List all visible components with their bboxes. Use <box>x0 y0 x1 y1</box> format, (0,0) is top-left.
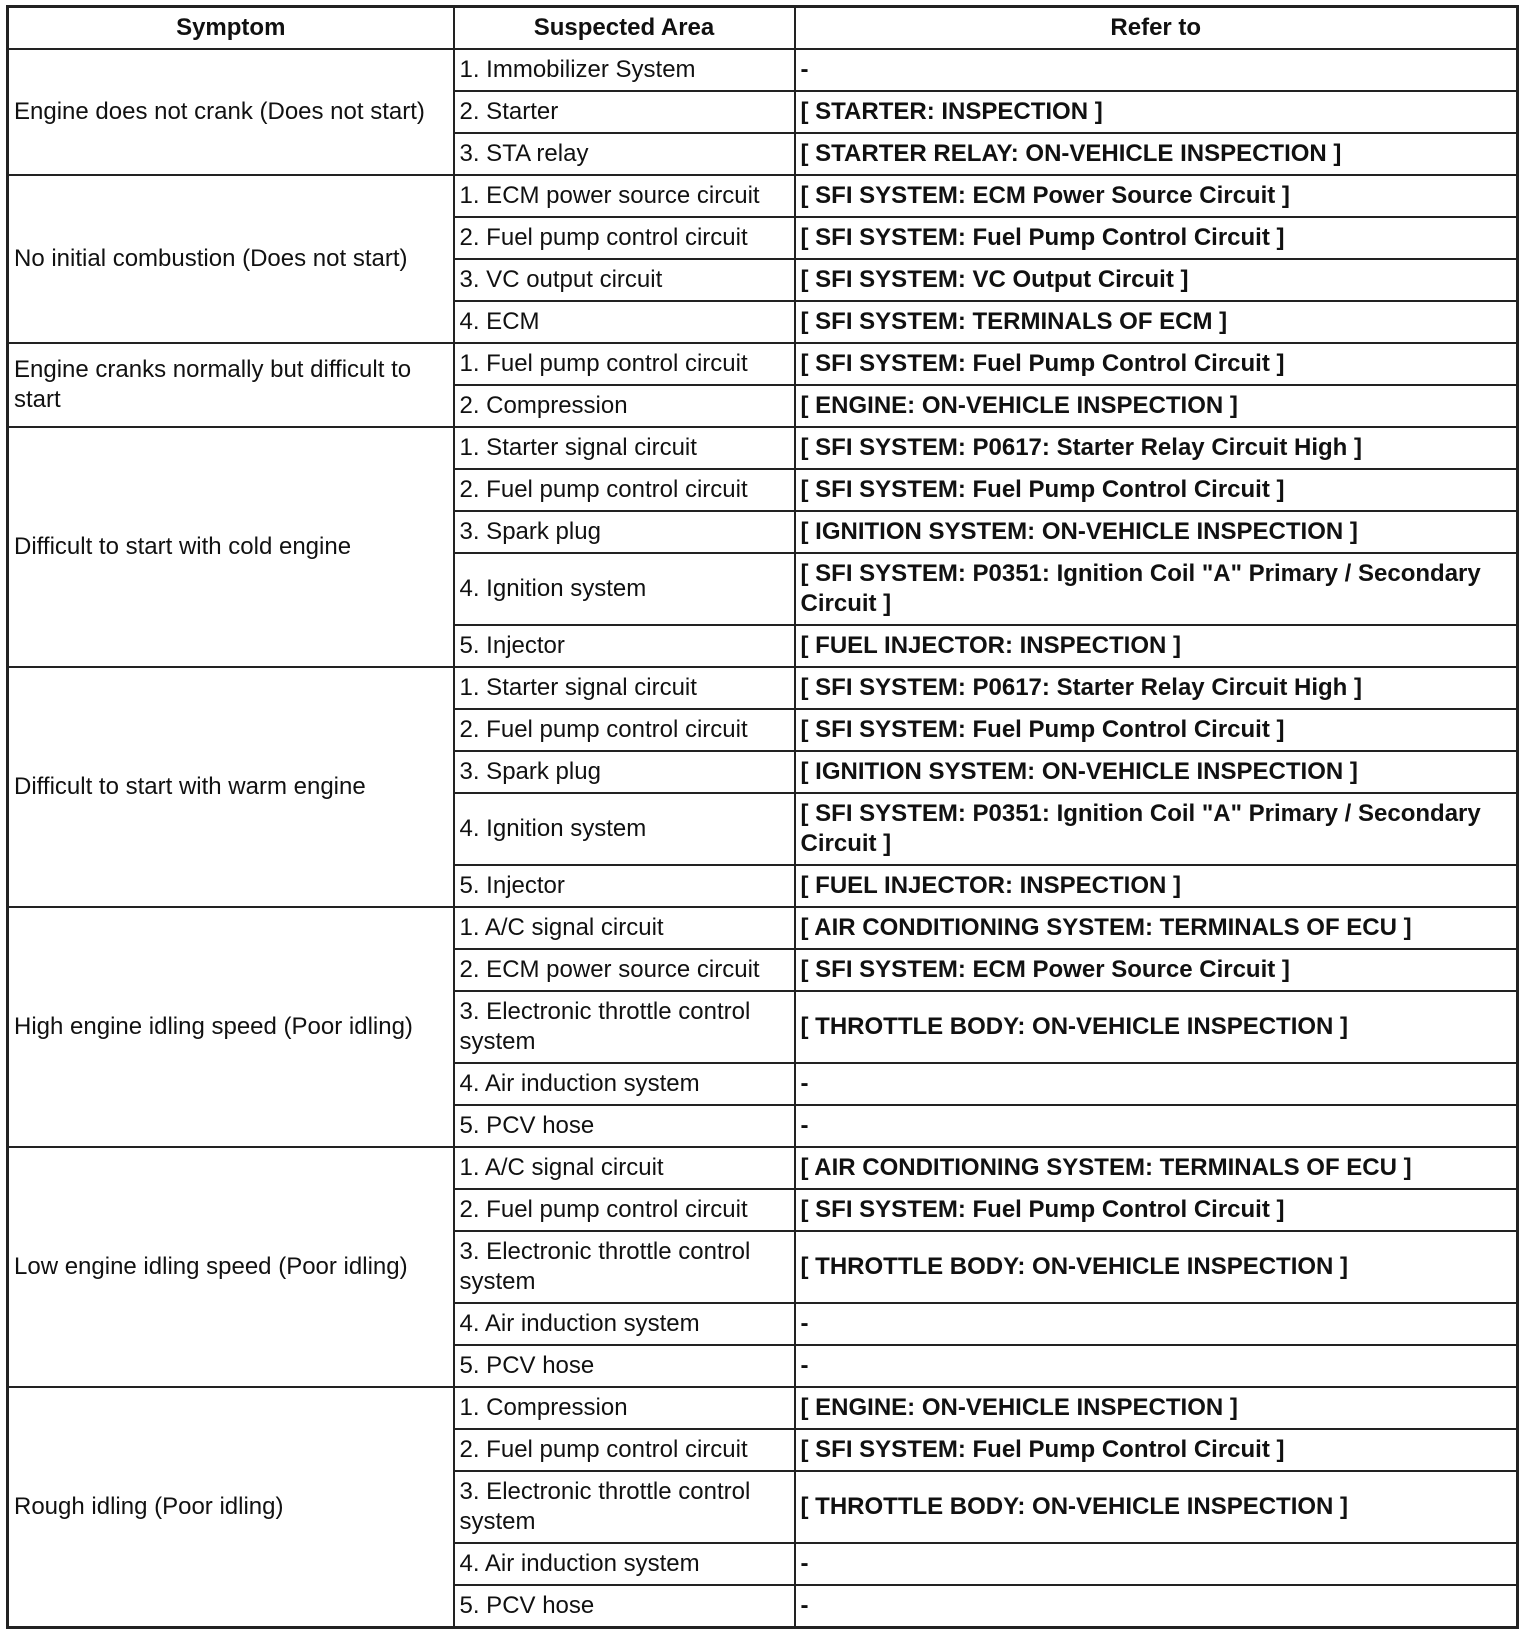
suspected-area-cell: 1. A/C signal circuit <box>454 1147 795 1189</box>
table-row <box>8 907 1518 949</box>
refer-to-cell: [ THROTTLE BODY: ON-VEHICLE INSPECTION ] <box>795 991 1518 1063</box>
troubleshooting-table-container <box>6 5 1516 1629</box>
table-row <box>8 343 1518 385</box>
suspected-area-cell: 4. ECM <box>454 301 795 343</box>
refer-to-cell: [ SFI SYSTEM: TERMINALS OF ECM ] <box>795 301 1518 343</box>
suspected-area-cell: 2. Fuel pump control circuit <box>454 709 795 751</box>
refer-to-cell: [ IGNITION SYSTEM: ON-VEHICLE INSPECTION ] <box>795 511 1518 553</box>
table-row <box>8 1147 1518 1189</box>
refer-to-cell: [ SFI SYSTEM: Fuel Pump Control Circuit ] <box>795 1189 1518 1231</box>
suspected-area-cell: 4. Air induction system <box>454 1303 795 1345</box>
suspected-area-cell: 3. Spark plug <box>454 751 795 793</box>
table-row <box>8 667 1518 709</box>
refer-to-cell: [ ENGINE: ON-VEHICLE INSPECTION ] <box>795 1387 1518 1429</box>
refer-to-cell: [ AIR CONDITIONING SYSTEM: TERMINALS OF ECU ] <box>795 1147 1518 1189</box>
refer-to-cell: [ SFI SYSTEM: P0351: Ignition Coil "A" Primary / Secondary Circuit ] <box>795 793 1518 865</box>
refer-to-cell: [ SFI SYSTEM: Fuel Pump Control Circuit ] <box>795 343 1518 385</box>
table-row <box>8 427 1518 469</box>
header-refer-to: Refer to <box>795 7 1518 50</box>
symptom-cell: Engine cranks normally but difficult to start <box>8 343 454 427</box>
suspected-area-cell: 1. ECM power source circuit <box>454 175 795 217</box>
refer-to-cell: - <box>795 49 1518 91</box>
suspected-area-cell: 1. Starter signal circuit <box>454 427 795 469</box>
refer-to-cell: [ SFI SYSTEM: Fuel Pump Control Circuit ] <box>795 217 1518 259</box>
suspected-area-cell: 5. Injector <box>454 625 795 667</box>
refer-to-cell: [ FUEL INJECTOR: INSPECTION ] <box>795 625 1518 667</box>
table-row <box>8 1387 1518 1429</box>
refer-to-cell: - <box>795 1105 1518 1147</box>
refer-to-cell: [ IGNITION SYSTEM: ON-VEHICLE INSPECTION ] <box>795 751 1518 793</box>
suspected-area-cell: 2. Fuel pump control circuit <box>454 469 795 511</box>
refer-to-cell: [ SFI SYSTEM: P0617: Starter Relay Circuit High ] <box>795 427 1518 469</box>
symptom-cell: High engine idling speed (Poor idling) <box>8 907 454 1147</box>
symptom-cell: Engine does not crank (Does not start) <box>8 49 454 175</box>
refer-to-cell: - <box>795 1543 1518 1585</box>
symptom-cell: No initial combustion (Does not start) <box>8 175 454 343</box>
refer-to-cell: [ STARTER RELAY: ON-VEHICLE INSPECTION ] <box>795 133 1518 175</box>
refer-to-cell: [ SFI SYSTEM: P0617: Starter Relay Circuit High ] <box>795 667 1518 709</box>
suspected-area-cell: 3. VC output circuit <box>454 259 795 301</box>
suspected-area-cell: 5. PCV hose <box>454 1345 795 1387</box>
symptom-cell: Difficult to start with warm engine <box>8 667 454 907</box>
suspected-area-cell: 2. Fuel pump control circuit <box>454 1429 795 1471</box>
header-row <box>8 7 1518 50</box>
suspected-area-cell: 3. Electronic throttle control system <box>454 1471 795 1543</box>
refer-to-cell: [ SFI SYSTEM: P0351: Ignition Coil "A" Primary / Secondary Circuit ] <box>795 553 1518 625</box>
suspected-area-cell: 3. Spark plug <box>454 511 795 553</box>
refer-to-cell: [ SFI SYSTEM: ECM Power Source Circuit ] <box>795 175 1518 217</box>
table-row <box>8 175 1518 217</box>
suspected-area-cell: 5. PCV hose <box>454 1105 795 1147</box>
symptom-cell: Low engine idling speed (Poor idling) <box>8 1147 454 1387</box>
suspected-area-cell: 2. Fuel pump control circuit <box>454 1189 795 1231</box>
suspected-area-cell: 3. Electronic throttle control system <box>454 1231 795 1303</box>
suspected-area-cell: 1. Compression <box>454 1387 795 1429</box>
refer-to-cell: [ FUEL INJECTOR: INSPECTION ] <box>795 865 1518 907</box>
suspected-area-cell: 4. Ignition system <box>454 553 795 625</box>
refer-to-cell: [ SFI SYSTEM: VC Output Circuit ] <box>795 259 1518 301</box>
suspected-area-cell: 1. Fuel pump control circuit <box>454 343 795 385</box>
refer-to-cell: - <box>795 1345 1518 1387</box>
troubleshooting-table <box>6 5 1519 1629</box>
refer-to-cell: [ THROTTLE BODY: ON-VEHICLE INSPECTION ] <box>795 1231 1518 1303</box>
refer-to-cell: [ SFI SYSTEM: Fuel Pump Control Circuit ] <box>795 1429 1518 1471</box>
suspected-area-cell: 3. Electronic throttle control system <box>454 991 795 1063</box>
suspected-area-cell: 4. Ignition system <box>454 793 795 865</box>
suspected-area-cell: 1. Starter signal circuit <box>454 667 795 709</box>
suspected-area-cell: 4. Air induction system <box>454 1543 795 1585</box>
header-symptom: Symptom <box>8 7 454 50</box>
refer-to-cell: - <box>795 1063 1518 1105</box>
refer-to-cell: [ SFI SYSTEM: ECM Power Source Circuit ] <box>795 949 1518 991</box>
suspected-area-cell: 2. Fuel pump control circuit <box>454 217 795 259</box>
refer-to-cell: - <box>795 1585 1518 1628</box>
header-suspected-area: Suspected Area <box>454 7 795 50</box>
suspected-area-cell: 1. Immobilizer System <box>454 49 795 91</box>
suspected-area-cell: 2. ECM power source circuit <box>454 949 795 991</box>
refer-to-cell: [ SFI SYSTEM: Fuel Pump Control Circuit ] <box>795 469 1518 511</box>
suspected-area-cell: 1. A/C signal circuit <box>454 907 795 949</box>
suspected-area-cell: 5. PCV hose <box>454 1585 795 1628</box>
suspected-area-cell: 3. STA relay <box>454 133 795 175</box>
table-body <box>8 49 1518 1628</box>
symptom-cell: Rough idling (Poor idling) <box>8 1387 454 1628</box>
symptom-cell: Difficult to start with cold engine <box>8 427 454 667</box>
table-row <box>8 49 1518 91</box>
refer-to-cell: [ THROTTLE BODY: ON-VEHICLE INSPECTION ] <box>795 1471 1518 1543</box>
suspected-area-cell: 5. Injector <box>454 865 795 907</box>
suspected-area-cell: 2. Starter <box>454 91 795 133</box>
refer-to-cell: - <box>795 1303 1518 1345</box>
refer-to-cell: [ ENGINE: ON-VEHICLE INSPECTION ] <box>795 385 1518 427</box>
refer-to-cell: [ SFI SYSTEM: Fuel Pump Control Circuit ] <box>795 709 1518 751</box>
refer-to-cell: [ AIR CONDITIONING SYSTEM: TERMINALS OF ECU ] <box>795 907 1518 949</box>
refer-to-cell: [ STARTER: INSPECTION ] <box>795 91 1518 133</box>
suspected-area-cell: 2. Compression <box>454 385 795 427</box>
suspected-area-cell: 4. Air induction system <box>454 1063 795 1105</box>
